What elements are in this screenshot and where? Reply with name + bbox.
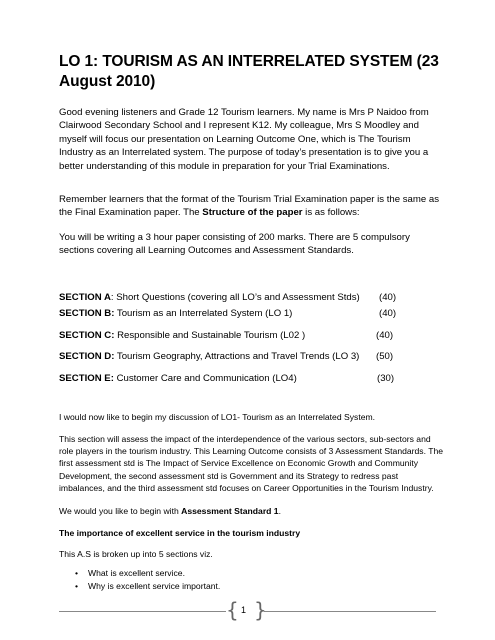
bullet-icon: •: [75, 568, 79, 578]
page-title: LO 1: TOURISM AS AN INTERRELATED SYSTEM (23 August 2010): [59, 53, 439, 90]
footer-line-right: [264, 611, 436, 612]
section-row: [59, 329, 445, 342]
section-text: [59, 292, 360, 303]
section-row: [59, 307, 445, 320]
section-label: SECTION D:: [59, 351, 115, 362]
list-item: [72, 580, 220, 593]
importance-heading-text: The importance of excellent service in the tourism industry: [59, 528, 301, 538]
intro-paragraph: Good evening listeners and Grade 12 Tourism learners. My name is Mrs P Naidoo from Clairwood Secondary School and I represent K12. My colleague, Mrs S Moodley and myself will focus our presentation on Learning Outcome One, which is The Tourism Industry as an Interrelated system. The purpose of today’s presentation is to give you a better understanding of this module in preparation for your Trial Examinations.: [59, 107, 429, 172]
begin-end: .: [278, 506, 281, 516]
format-paragraph: [59, 193, 445, 220]
section-text: [59, 373, 297, 384]
section-marks: (30): [377, 373, 395, 384]
section-label: SECTION C:: [59, 330, 115, 341]
section-description: Responsible and Sustainable Tourism (L02 ): [114, 330, 306, 341]
list-item: [72, 567, 220, 580]
section-row: [59, 372, 445, 385]
section-marks: (40): [379, 292, 397, 303]
section-description: : Short Questions (covering all LO’s and Assessment Stds): [110, 292, 360, 303]
section-description: Tourism Geography, Attractions and Travel Trends (LO 3): [114, 351, 360, 362]
list-item-text: What is excellent service.: [88, 568, 185, 578]
begin-text: We would you like to begin with: [59, 506, 182, 516]
footer-line-left: [59, 611, 226, 612]
section-marks: (40): [376, 330, 394, 341]
broken-up-paragraph: This A.S is broken up into 5 sections viz.: [59, 549, 213, 559]
right-bracket-icon: }: [254, 598, 267, 622]
begin-paragraph: [59, 505, 445, 517]
format-text: Remember learners that the format of the Tourism Trial Examination paper is the same as the Final Examination paper. The: [59, 194, 440, 219]
section-description: Tourism as an Interrelated System (LO 1): [114, 308, 293, 319]
assessment-paragraph: This section will assess the impact of the interdependence of the various sectors, sub-sectors and role players in the tourism industry. This Learning Outcome consists of 3 Assessment Standards. The first assessment std is The Impact of Service Excellence on Economic Growth and Community Development, the second assessment std is Government and its Strategy to redress past imbalances, and the third assessment std focuses on Career Opportunities in the Tourism Industry.: [59, 434, 444, 493]
section-row: [59, 291, 445, 304]
section-marks: (40): [379, 308, 397, 319]
structure-bold: Structure of the paper: [202, 207, 303, 219]
left-bracket-icon: {: [226, 598, 239, 622]
section-description: Customer Care and Communication (LO4): [113, 373, 297, 384]
discussion-paragraph: I would now like to begin my discussion of LO1- Tourism as an Interrelated System.: [59, 412, 376, 422]
bullet-list: [72, 567, 220, 593]
section-text: [59, 351, 359, 362]
section-row: [59, 350, 445, 363]
paper-info-paragraph: You will be writing a 3 hour paper consisting of 200 marks. There are 5 compulsory sections covering all Learning Outcomes and Assessment Standards.: [59, 232, 410, 257]
list-item-text: Why is excellent service important.: [88, 581, 221, 591]
format-end: is as follows:: [302, 207, 360, 219]
importance-heading: [59, 527, 445, 539]
section-label: SECTION A: [59, 292, 111, 303]
page-number: 1: [241, 605, 247, 615]
bullet-icon: •: [75, 581, 79, 591]
assessment-standard-bold: Assessment Standard 1: [181, 506, 279, 516]
section-text: [59, 308, 292, 319]
section-text: [59, 330, 305, 341]
section-marks: (50): [376, 351, 394, 362]
section-label: SECTION B:: [59, 308, 115, 319]
section-label: SECTION E:: [59, 373, 114, 384]
